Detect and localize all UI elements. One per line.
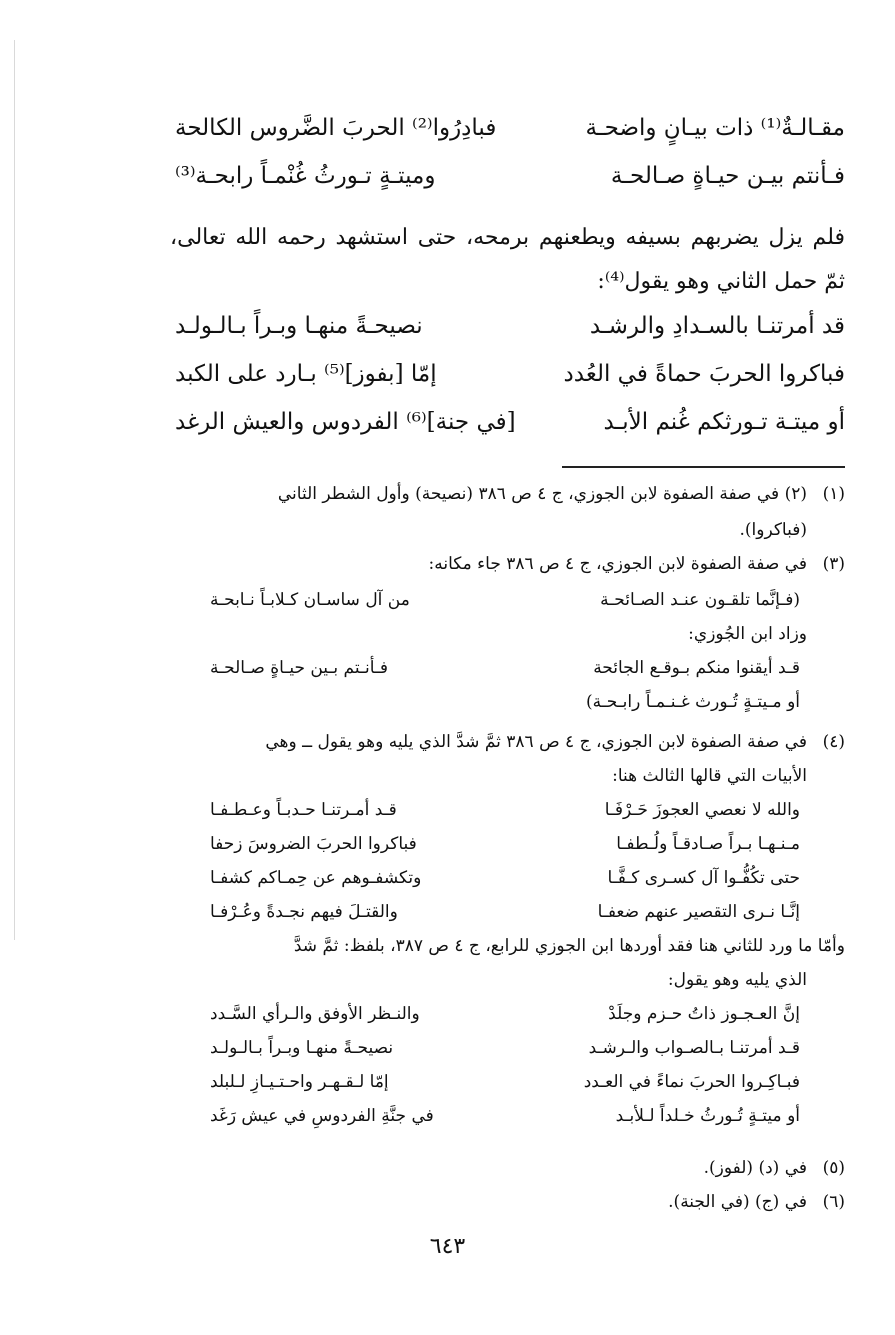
hemistich-second: نصيحـةً منهـا وبـراً بـالـولـد [175, 313, 423, 339]
verse-line [175, 108, 845, 148]
hemistich-second: فباكروا الحربَ الضروسَ زحفا [210, 834, 417, 854]
footnote-verse [210, 1032, 800, 1064]
hemistich-second: نصيحـةً منهـا وبـراً بـالـولـد [210, 1038, 394, 1058]
verse-line [175, 402, 845, 442]
hemistich-first: والله لا نعصي العجوزَ حَـرْفَـا [604, 800, 800, 820]
scan-edge-line [14, 40, 15, 940]
hemistich-first: مـنـهـا بـراً صـادقـاً ولُـطفـا [616, 834, 800, 854]
footnote-text: (٢) في صفة الصفوة لابن الجوزي، ج ٤ ص ٣٨٦ (نصيحة) وأول الشطر الثاني [277, 484, 807, 504]
footnote-verse [210, 584, 800, 616]
footnote [55, 478, 845, 511]
hemistich-first: أو ميتـة تـورثكم غُنم الأبـد [603, 409, 845, 435]
hemistich-first: أو ميتـةٍ تُـورثُ خـلداً لـلأبـد [615, 1106, 800, 1126]
footnote-number: (٤) [822, 732, 845, 752]
hemistich-second: إمّا لـقـهـر واحـتـيـازِ لـلبلد [210, 1072, 389, 1092]
hemistich-second: [في جنة]⁽⁶⁾ الفردوس والعيش الرغد [175, 409, 516, 435]
footnote-text: في صفة الصفوة لابن الجوزي، ج ٤ ص ٣٨٦ جاء مكانه: [428, 554, 807, 574]
verse-line [175, 354, 845, 394]
footnote-text: في (ج) (في الجنة). [668, 1192, 807, 1212]
footnote-continuation: الأبيات التي قالها الثالث هنا: [612, 766, 807, 786]
footnote-verse [210, 896, 800, 928]
hemistich-first: (فـإنَّما تلقـون عنـد الصـائحـة [600, 590, 800, 610]
footnote-text: وزاد ابن الجُوزي: [688, 624, 807, 644]
verse-line [175, 306, 845, 346]
footnote-text: في صفة الصفوة لابن الجوزي، ج ٤ ص ٣٨٦ ثمَّ شدَّ الذي يليه وهو يقول ــ وهي [265, 732, 807, 752]
hemistich-second: فبادِرُوا⁽²⁾ الحربَ الضَّروس الكالحة [175, 115, 497, 141]
footnote-verse [210, 1066, 800, 1098]
hemistich-second: في جنَّةِ الفردوسِ في عيش رَغَد [210, 1106, 434, 1126]
verse-line [175, 156, 845, 196]
hemistich-first: قـد أيقنوا منكم بـوقـع الجائحة [593, 658, 800, 678]
footnote-number: (١) [822, 484, 845, 504]
hemistich-first: فـأنتم بيـن حيـاةٍ صـالحـة [610, 163, 845, 189]
footnote-text: وأمّا ما ورد للثاني هنا فقد أوردها ابن الجوزي للرابع، ج ٤ ص ٣٨٧، بلفظ: ثمَّ شدَّ [293, 936, 845, 956]
hemistich-second: من آل ساسـان كـلابـاً نـابحـة [210, 590, 410, 610]
footnote-number: (٦) [822, 1192, 845, 1212]
footnote [55, 548, 845, 581]
footnote-verse [210, 794, 800, 826]
footnote-verse [210, 998, 800, 1030]
page-number: ٦٤٣ [429, 1234, 466, 1259]
hemistich-second: وميتـةٍ تـورثُ غُنْمـاً رابحـة⁽³⁾ [175, 163, 436, 189]
hemistich-second: والنـظر الأوفق والـرأي السَّـدد [210, 1004, 420, 1024]
hemistich-second: والقتـلَ فيهم نجـدةً وعُـرْفـا [210, 902, 398, 922]
hemistich-second: فـأنـتم بـين حيـاةٍ صـالحـة [210, 658, 388, 678]
footnote-verse [210, 1100, 800, 1132]
prose-paragraph: فلم يزل يضربهم بسيفه ويطعنهم برمحه، حتى استشهد رحمه الله تعالى، ثمّ حمل الثاني وهو يقول⁽⁴⁾: [170, 225, 845, 294]
footnote-verse [210, 862, 800, 894]
hemistich-first: إنَّـا نـرى التقصير عنهم ضعفـا [597, 902, 800, 922]
hemistich-first: إنَّ العـجـوز ذاتُ حـزم وجلَدْ [608, 1004, 800, 1024]
hemistich-first: فبـاكِـروا الحربَ نماءً في العـدد [583, 1072, 800, 1092]
footnote-number: (٣) [822, 554, 845, 574]
hemistich-first: قد أمرتنـا بالسـدادِ والرشـد [589, 313, 845, 339]
footnote-text: الذي يليه وهو يقول: [667, 970, 807, 990]
footnote [55, 726, 845, 759]
footnote-verse [210, 686, 800, 718]
hemistich-second: إمّا [بفوز]⁽⁵⁾ بـارد على الكبد [175, 361, 437, 387]
footnote [55, 1152, 845, 1185]
footnote-continuation: (فباكروا). [739, 520, 807, 540]
footnote-verse [210, 652, 800, 684]
hemistich-first: أو مـيتـةٍ تُـورث غـنـمـاً رابـحـة) [585, 692, 800, 712]
hemistich-first: حتى تكُفُّـوا آل كسـرى كـفَّـا [607, 868, 800, 888]
footnote-separator [562, 466, 845, 468]
footnote-text: في (د) (لفوز). [703, 1158, 807, 1178]
hemistich-first: فباكروا الحربَ حماةً في العُدد [563, 361, 845, 387]
hemistich-second: وتكشفـوهم عن حِمـاكم كشفـا [210, 868, 422, 888]
footnote [55, 1186, 845, 1219]
hemistich-first: قـد أمرتنـا بـالصـواب والـرشـد [588, 1038, 800, 1058]
footnote-number: (٥) [822, 1158, 845, 1178]
hemistich-first: مقـالـةٌ⁽¹⁾ ذات بيـانٍ واضحـة [585, 115, 845, 141]
hemistich-second: قـد أمـرتنـا حـدبـاً وعـطـفـا [210, 800, 397, 820]
footnote-verse [210, 828, 800, 860]
